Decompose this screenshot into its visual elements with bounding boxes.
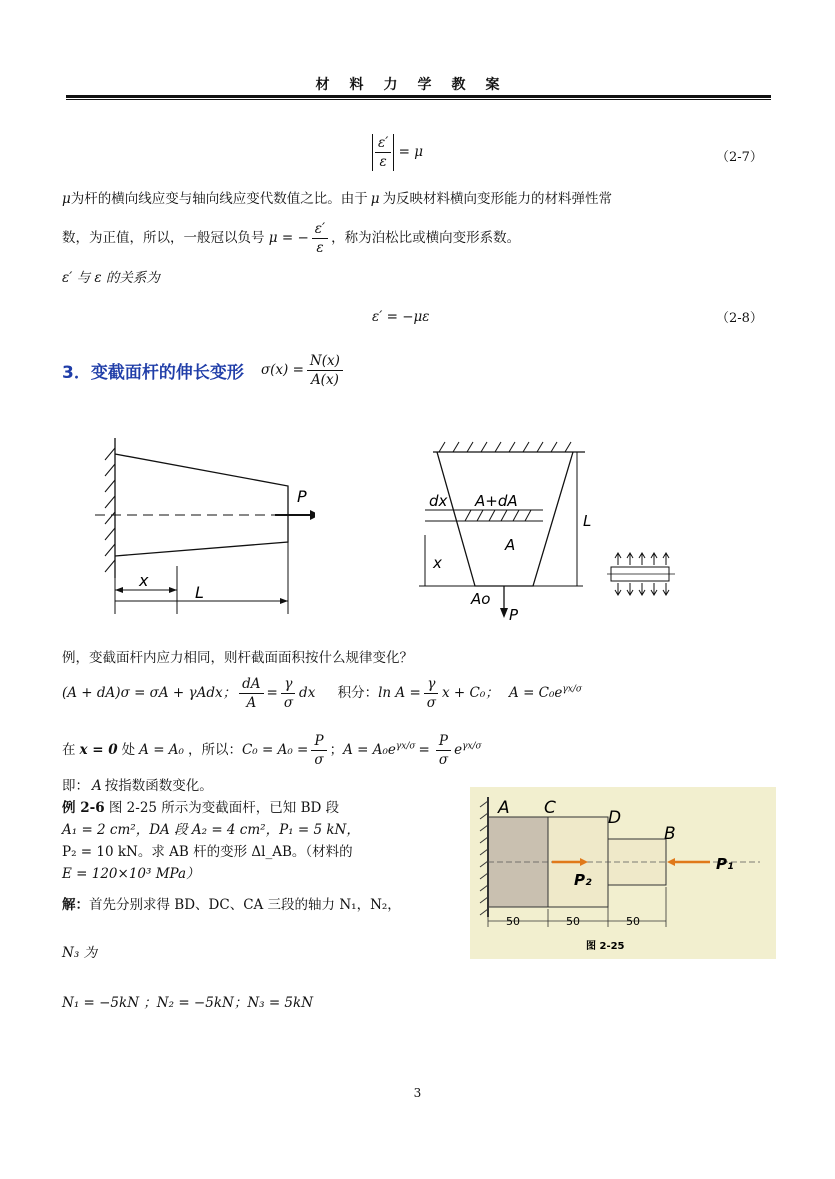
label-P1: P₁ (716, 855, 734, 873)
eqr2-prefix: 在 (62, 742, 76, 758)
eqr1-f1-den: A (246, 695, 257, 711)
figure-hanging-column (415, 440, 695, 620)
header-rule-thick (66, 95, 771, 98)
equation-number-2-7: （2-7） (716, 150, 763, 165)
para1-text-c: 数，为正值，所以，一般冠以负号 (62, 230, 265, 246)
eqr2-sep: ； (329, 742, 344, 758)
eqr2-e: e (454, 742, 463, 758)
section-formula (260, 353, 346, 388)
label-P: P (509, 606, 519, 620)
eqr2-so: ，所以： (187, 742, 242, 758)
mu-symbol: μ (370, 191, 380, 207)
label-dx: dx (429, 492, 448, 510)
label-A: A (505, 536, 516, 554)
page-header: 材料力学教案 (315, 77, 520, 93)
eqr1-f1-num: dA (239, 675, 263, 694)
eqr1-dx: dx (299, 685, 316, 701)
example-line4: E = 120×10³ MPa） (62, 866, 200, 882)
label-L: L (583, 512, 592, 530)
section-title: 3．变截面杆的伸长变形 (62, 363, 244, 383)
eqr1-f2-num: γ (281, 675, 295, 694)
solution-line1 (62, 895, 401, 915)
formula-num: N(x) (307, 352, 343, 371)
label-A: A (498, 798, 510, 818)
solution-line3: N₁ = −5kN ；N₂ = −5kN；N₃ = 5kN (62, 995, 314, 1011)
eqr2-exp2: γx/σ (462, 741, 482, 752)
solution-text1: 首先分别求得 BD、DC、CA 三段的轴力 N₁，N₂， (89, 897, 401, 913)
equation-number-2-8: （2-8） (716, 311, 763, 326)
eqr2-C0: C₀ = A₀ = (241, 742, 309, 758)
eqr2-f2-den: σ (438, 752, 449, 768)
eqr1-exp: γx/σ (562, 684, 583, 695)
conclusion-A: A (92, 778, 102, 794)
paragraph-poisson-line1 (62, 189, 612, 209)
label-C: C (544, 798, 556, 818)
para1-text-b: 为反映材料横向变形能力的材料弹性常 (382, 191, 613, 207)
example-line3: P₂ = 10 kN。求 AB 杆的变形 Δl_AB。（材料的 (62, 844, 353, 860)
eqr1-rest: x + C₀； (441, 685, 499, 701)
eqr2-f2-num: P (436, 732, 451, 751)
paragraph-relation: ε′ 与 ε 的关系为 (62, 270, 160, 286)
label-x: x (139, 571, 149, 590)
mu-equation: μ = − (268, 230, 309, 246)
eqr2-mid: 处 (121, 742, 136, 758)
eqr1-eq: = (266, 685, 278, 701)
conclusion-text: 按指数函数变化。 (104, 778, 213, 794)
label-L: L (195, 583, 204, 602)
eqr1-left: (A + dA)σ = σA + γAdx； (62, 685, 237, 701)
eqr2-f1-num: P (311, 732, 326, 751)
eqr1-ln: ln A = (378, 685, 421, 701)
equation-2-8: ε′ = −με (372, 309, 430, 325)
mu-frac-den: ε (316, 240, 324, 256)
example-question: 例，变截面杆内应力相同，则杆截面面积按什么规律变化？ (62, 650, 413, 666)
figure-tapered-bar (95, 438, 315, 618)
eqr2-A: A = A₀e (343, 742, 396, 758)
example-label: 例 2-6 (62, 800, 105, 816)
formula-lhs: σ(x) = (260, 362, 304, 378)
mu-frac-num: ε′ (312, 220, 328, 239)
equation-row-integration (62, 675, 582, 712)
conclusion (62, 776, 213, 796)
label-D: D (608, 808, 622, 828)
label-x: x (433, 554, 442, 572)
para1-text-d: ，称为泊松比或横向变形系数。 (331, 230, 521, 246)
eqr2-f1-den: σ (314, 752, 324, 768)
equation-row-boundary (62, 732, 482, 769)
example-line1: 图 2-25 所示为变截面杆，已知 BD 段 (108, 800, 340, 816)
eqr1-A: A = C₀e (509, 685, 563, 701)
section-3-heading (62, 352, 346, 389)
eqr2-cond2: A = A₀ (139, 742, 184, 758)
formula-den: A(x) (310, 372, 339, 388)
eqr1-integrate: 积分： (337, 685, 379, 701)
eqr2-cond: x = 0 (79, 742, 118, 758)
header-rule-thin (66, 99, 771, 100)
label-B: B (664, 824, 676, 844)
solution-label: 解： (62, 897, 89, 913)
label-P: P (297, 487, 307, 506)
page-number: 3 (413, 1086, 422, 1100)
label-P2: P₂ (574, 871, 592, 889)
equation-2-7 (372, 134, 423, 171)
figure-caption: 图 2-25 (586, 941, 625, 952)
label-A-plus-dA: A+dA (475, 492, 518, 510)
label-A0: Ao (471, 590, 491, 608)
conclusion-prefix: 即： (62, 778, 89, 794)
mu-symbol: μ (62, 191, 71, 207)
dim-3: 50 (626, 915, 640, 928)
eqr1-f2-den: σ (283, 695, 294, 711)
eqr1-f3-den: σ (426, 695, 436, 711)
para1-text-a: 为杆的横向线应变与轴向线应变代数值之比。由于 (70, 191, 368, 207)
eqr2-eq2: = (418, 742, 430, 758)
paragraph-poisson-line2 (62, 220, 520, 257)
eqr2-exp: γx/σ (395, 741, 416, 752)
example-line2: A₁ = 2 cm²，DA 段 A₂ = 4 cm²，P₁ = 5 kN， (62, 822, 360, 838)
eqr1-f3-num: γ (424, 675, 438, 694)
dim-1: 50 (506, 915, 520, 928)
eq27-den: ε (379, 154, 387, 170)
dim-2: 50 (566, 915, 580, 928)
solution-line2: N₃ 为 (62, 945, 98, 961)
eq27-num: ε′ (375, 134, 391, 153)
figure-2-25 (470, 787, 776, 959)
eq27-rhs: = μ (398, 144, 423, 160)
example-2-6 (62, 797, 360, 885)
